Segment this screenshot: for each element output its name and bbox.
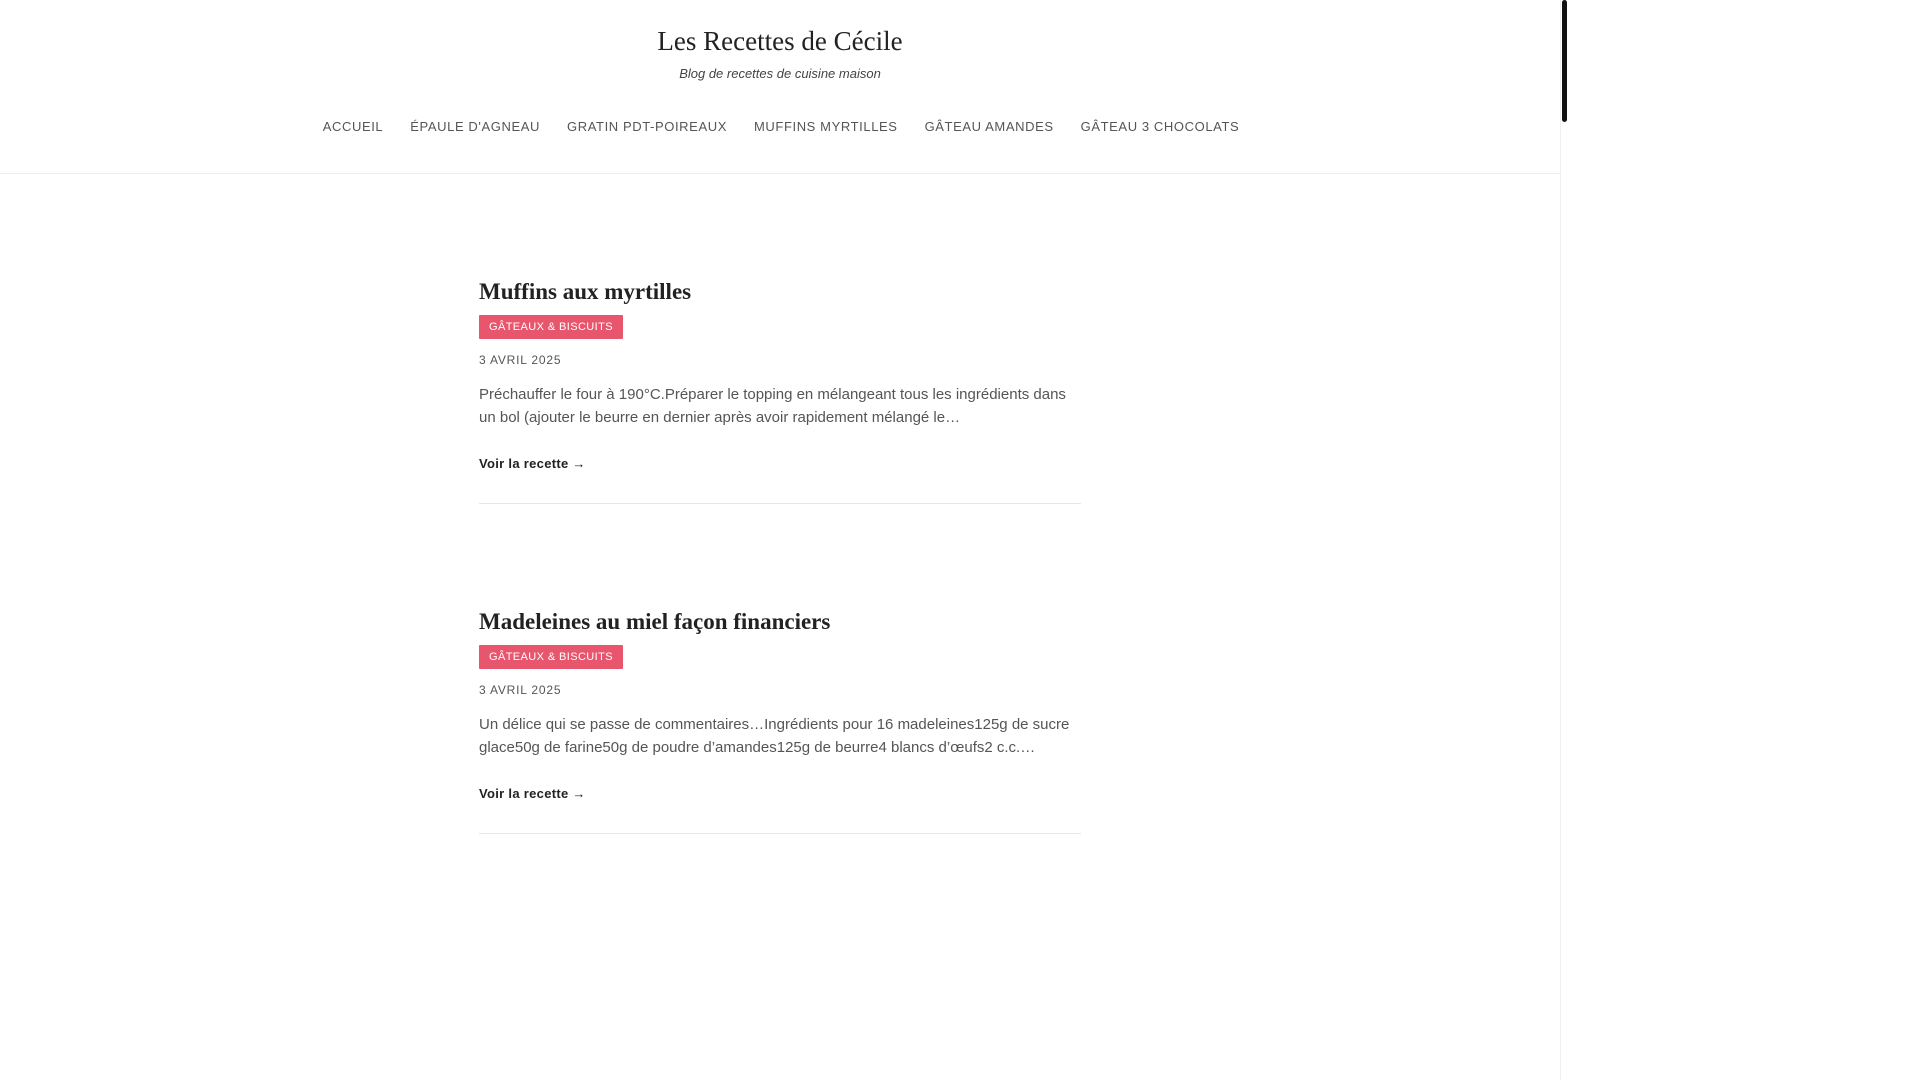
site-tagline: Blog de recettes de cuisine maison <box>679 66 881 81</box>
main-nav <box>0 119 1560 134</box>
vertical-scrollbar[interactable] <box>1560 0 1568 1080</box>
nav-item-gateau-amandes[interactable]: GÂTEAU AMANDES <box>924 119 1054 134</box>
post-title[interactable]: Muffins aux myrtilles <box>479 279 692 304</box>
category-badge[interactable]: GÂTEAUX & BISCUITS <box>479 645 623 669</box>
post-title[interactable]: Madeleines au miel façon financiers <box>479 609 831 634</box>
nav-item-accueil[interactable]: ACCUEIL <box>322 119 384 134</box>
nav-item-gateau-chocolats[interactable]: GÂTEAU 3 CHOCOLATS <box>1080 119 1240 134</box>
nav-item-gratin[interactable]: GRATIN PDT-POIREAUX <box>567 119 727 134</box>
nav-item-epaule-agneau[interactable]: ÉPAULE D'AGNEAU <box>410 119 541 134</box>
post-date: 3 AVRIL 2025 <box>479 682 562 697</box>
post-divider <box>479 833 1081 834</box>
post-divider <box>479 503 1081 504</box>
read-more-link[interactable]: Voir la recette → <box>479 455 586 471</box>
post-excerpt: Un délice qui se passe de commentaires…Ingrédients pour 16 madeleines125g de sucre glace50g de farine50g de poudre d’amandes125g de beurre4 blancs d’œufs2 c.c.… <box>479 715 1070 757</box>
post-card <box>479 278 1081 473</box>
read-more-link[interactable]: Voir la recette → <box>479 785 586 801</box>
category-badge[interactable]: GÂTEAUX & BISCUITS <box>479 315 623 339</box>
post-card <box>479 608 1081 803</box>
header-divider <box>0 173 1560 174</box>
site-title[interactable]: Les Recettes de Cécile <box>657 26 903 56</box>
post-date: 3 AVRIL 2025 <box>479 352 562 367</box>
scrollbar-thumb[interactable] <box>1562 0 1567 122</box>
post-excerpt: Préchauffer le four à 190°C.Préparer le topping en mélangeant tous les ingrédients dans un bol (ajouter le beurre en dernier après avoir rapidement mélangé le… <box>479 385 1066 427</box>
nav-item-muffins[interactable]: MUFFINS MYRTILLES <box>753 119 898 134</box>
